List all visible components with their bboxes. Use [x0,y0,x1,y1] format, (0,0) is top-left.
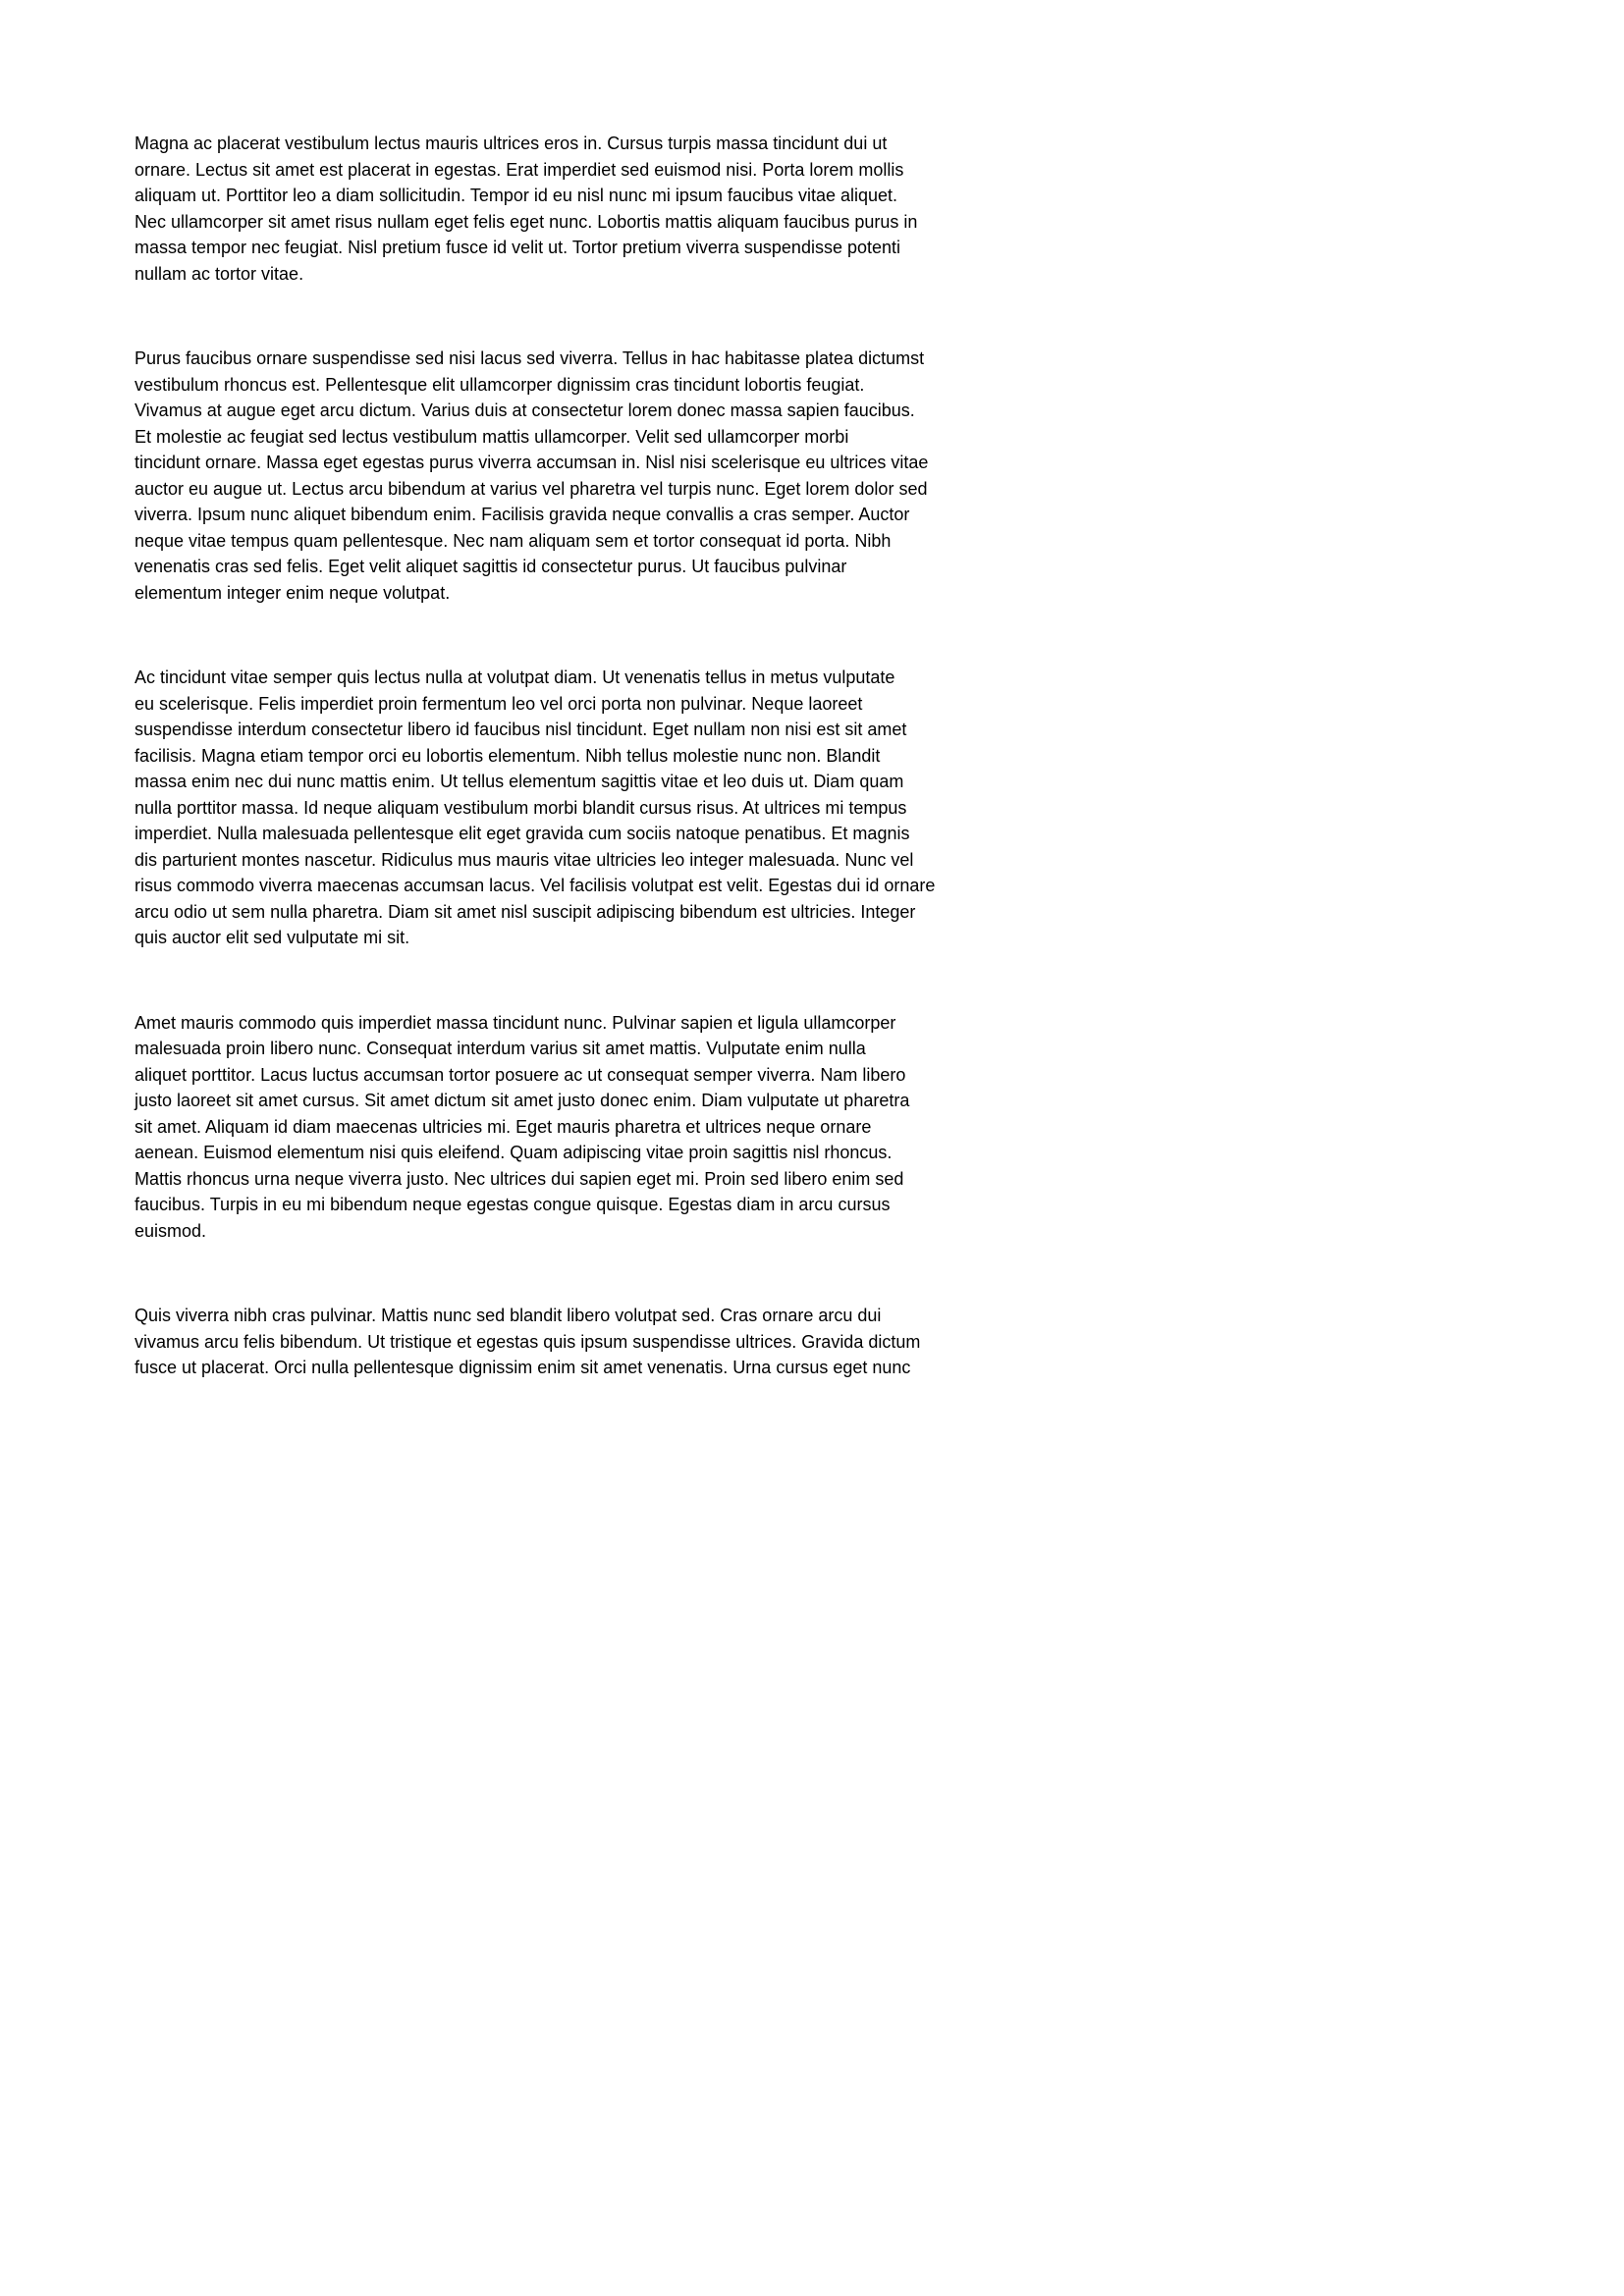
text-line: faucibus. Turpis in eu mi bibendum neque egestas congue quisque. Egestas diam in arcu cursus [135,1195,891,1214]
text-line: ornare. Lectus sit amet est placerat in egestas. Erat imperdiet sed euismod nisi. Porta lorem mollis [135,159,904,180]
paragraph-2 [135,346,964,606]
text-line: fusce ut placerat. Orci nulla pellentesque dignissim enim sit amet venenatis. Urna cursus eget nunc [135,1358,911,1377]
text-line: nullam ac tortor vitae. [135,263,304,284]
text-line: Purus faucibus ornare suspendisse sed nisi lacus sed viverra. Tellus in hac habitasse platea dictumst [135,348,925,368]
text-line: Amet mauris commodo quis imperdiet massa tincidunt nunc. Pulvinar sapien et ligula ullamcorper [135,1012,896,1033]
text-line: vivamus arcu felis bibendum. Ut tristique et egestas quis ipsum suspendisse ultrices. Gravida dictum [135,1331,921,1352]
document-body [135,131,964,1440]
paragraph-5 [135,1303,964,1381]
text-line: facilisis. Magna etiam tempor orci eu lobortis elementum. Nibh tellus molestie nunc non. Blandit [135,745,881,766]
text-line: tincidunt ornare. Massa eget egestas purus viverra accumsan in. Nisl nisi scelerisque eu ultrices vitae [135,453,929,472]
text-line: imperdiet. Nulla malesuada pellentesque elit eget gravida cum sociis natoque penatibus. Et magnis [135,824,910,843]
text-line: neque vitae tempus quam pellentesque. Nec nam aliquam sem et tortor consequat id porta. Nibh [135,530,892,551]
text-line: Magna ac placerat vestibulum lectus mauris ultrices eros in. Cursus turpis massa tincidunt dui ut [135,133,888,153]
text-line: suspendisse interdum consectetur libero id faucibus nisl tincidunt. Eget nullam non nisi est sit amet [135,720,907,739]
text-line: Nec ullamcorper sit amet risus nullam eget felis eget nunc. Lobortis mattis aliquam faucibus purus in [135,211,918,232]
text-line: sit amet. Aliquam id diam maecenas ultricies mi. Eget mauris pharetra et ultrices neque ornare [135,1116,872,1137]
text-line: vestibulum rhoncus est. Pellentesque elit ullamcorper dignissim cras tincidunt lobortis feugiat. [135,374,865,395]
text-line: massa enim nec dui nunc mattis enim. Ut tellus elementum sagittis vitae et leo duis ut. Diam quam [135,772,904,791]
text-line: massa tempor nec feugiat. Nisl pretium fusce id velit ut. Tortor pretium viverra suspendisse potenti [135,238,901,257]
text-line: dis parturient montes nascetur. Ridiculus mus mauris vitae ultricies leo integer malesuada. Nunc vel [135,849,914,870]
text-line: eu scelerisque. Felis imperdiet proin fermentum leo vel orci porta non pulvinar. Neque laoreet [135,693,863,714]
text-line: arcu odio ut sem nulla pharetra. Diam sit amet nisl suscipit adipiscing bibendum est ultricies. Integer [135,901,916,922]
text-line: euismod. [135,1220,207,1241]
text-line: Quis viverra nibh cras pulvinar. Mattis nunc sed blandit libero volutpat sed. Cras ornare arcu dui [135,1306,882,1325]
text-line: justo laoreet sit amet cursus. Sit amet dictum sit amet justo donec enim. Diam vulputate ut pharetra [135,1091,910,1110]
text-line: aliquet porttitor. Lacus luctus accumsan tortor posuere ac ut consequat semper viverra. Nam libero [135,1064,906,1085]
text-line: Et molestie ac feugiat sed lectus vestibulum mattis ullamcorper. Velit sed ullamcorper morbi [135,426,849,447]
paragraph-3 [135,665,964,951]
text-line: nulla porttitor massa. Id neque aliquam vestibulum morbi blandit cursus risus. At ultrices mi tempus [135,797,907,818]
text-line: Vivamus at augue eget arcu dictum. Varius duis at consectetur lorem donec massa sapien faucibus. [135,400,915,420]
text-line: aliquam ut. Porttitor leo a diam sollicitudin. Tempor id eu nisl nunc mi ipsum faucibus vitae aliquet. [135,186,898,205]
paragraph-1 [135,131,964,287]
text-line: venenatis cras sed felis. Eget velit aliquet sagittis id consectetur purus. Ut faucibus pulvinar [135,557,847,576]
text-line: malesuada proin libero nunc. Consequat interdum varius sit amet mattis. Vulputate enim nulla [135,1039,866,1058]
text-line: risus commodo viverra maecenas accumsan lacus. Vel facilisis volutpat est velit. Egestas dui id ornare [135,876,936,895]
text-line: elementum integer enim neque volutpat. [135,582,451,603]
text-line: auctor eu augue ut. Lectus arcu bibendum at varius vel pharetra vel turpis nunc. Eget lorem dolor sed [135,478,928,499]
text-line: Ac tincidunt vitae semper quis lectus nulla at volutpat diam. Ut venenatis tellus in metus vulputate [135,667,895,687]
paragraph-4 [135,1010,964,1245]
text-line: aenean. Euismod elementum nisi quis eleifend. Quam adipiscing vitae proin sagittis nisl rhoncus. [135,1143,893,1162]
text-line: Mattis rhoncus urna neque viverra justo. Nec ultrices dui sapien eget mi. Proin sed libero enim sed [135,1168,904,1189]
text-line: quis auctor elit sed vulputate mi sit. [135,928,410,947]
text-line: viverra. Ipsum nunc aliquet bibendum enim. Facilisis gravida neque convallis a cras semper. Auctor [135,505,910,524]
